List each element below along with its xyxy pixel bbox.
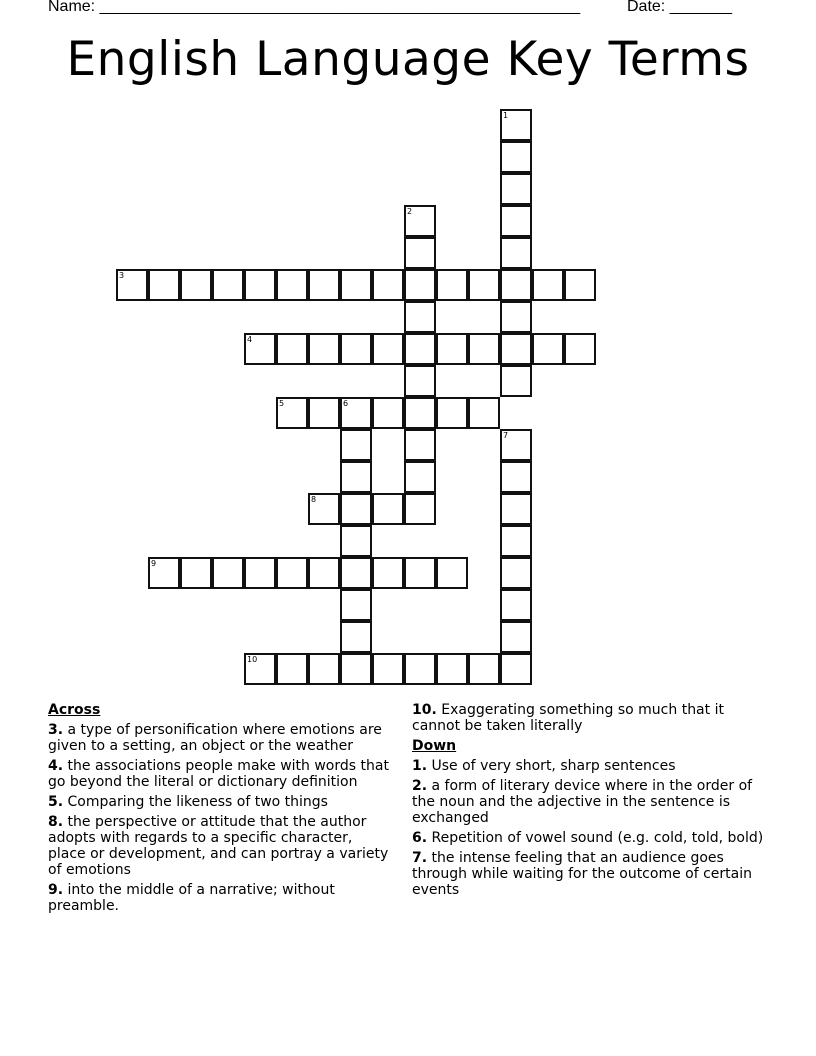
clue-number: 9. bbox=[48, 882, 64, 898]
clue-number: 1. bbox=[412, 758, 428, 774]
clue-down-6 bbox=[412, 830, 767, 846]
grid-cell[interactable] bbox=[500, 141, 532, 173]
grid-cell[interactable] bbox=[148, 557, 180, 589]
clue-across-5 bbox=[48, 794, 393, 810]
clue-number: 10. bbox=[412, 702, 437, 718]
grid-cell[interactable] bbox=[340, 589, 372, 621]
clue-down-7 bbox=[412, 850, 767, 898]
clue-across-8 bbox=[48, 814, 393, 878]
grid-cell[interactable] bbox=[436, 557, 468, 589]
page-title: English Language Key Terms bbox=[66, 32, 750, 87]
grid-cell[interactable] bbox=[372, 397, 404, 429]
clue-text: Repetition of vowel sound (e.g. cold, told, bold) bbox=[431, 830, 764, 846]
grid-cell[interactable] bbox=[340, 461, 372, 493]
grid-cell[interactable] bbox=[500, 589, 532, 621]
clue-text: a type of personification where emotions are given to a setting, an object or the weather bbox=[48, 722, 382, 754]
clue-text: the perspective or attitude that the author adopts with regards to a specific character, place or development, and can portray a variety of emotions bbox=[48, 814, 389, 878]
grid-cell[interactable] bbox=[340, 397, 372, 429]
grid-cell[interactable] bbox=[276, 333, 308, 365]
grid-cell[interactable] bbox=[404, 653, 436, 685]
clue-number: 3. bbox=[48, 722, 64, 738]
cell-number: 3 bbox=[119, 271, 125, 280]
grid-cell[interactable] bbox=[308, 397, 340, 429]
grid-cell[interactable] bbox=[244, 557, 276, 589]
grid-cell[interactable] bbox=[340, 429, 372, 461]
grid-cell[interactable] bbox=[404, 493, 436, 525]
clue-number: 5. bbox=[48, 794, 64, 810]
clue-across-10 bbox=[412, 702, 767, 734]
clue-number: 6. bbox=[412, 830, 428, 846]
grid-cell[interactable] bbox=[212, 557, 244, 589]
grid-cell[interactable] bbox=[276, 397, 308, 429]
grid-cell[interactable] bbox=[500, 269, 532, 301]
grid-cell[interactable] bbox=[436, 653, 468, 685]
grid-cell[interactable] bbox=[340, 525, 372, 557]
grid-cell[interactable] bbox=[180, 269, 212, 301]
date-field-label: Date: _______ bbox=[627, 0, 732, 15]
grid-cell[interactable] bbox=[468, 653, 500, 685]
grid-cell[interactable] bbox=[532, 269, 564, 301]
grid-cell[interactable] bbox=[308, 653, 340, 685]
name-field-label: Name: ______________________________________________________ bbox=[48, 0, 581, 15]
clue-text: into the middle of a narrative; without preamble. bbox=[48, 882, 335, 914]
grid-cell[interactable] bbox=[404, 461, 436, 493]
grid-cell[interactable] bbox=[500, 173, 532, 205]
grid-cell[interactable] bbox=[340, 653, 372, 685]
grid-cell[interactable] bbox=[404, 301, 436, 333]
grid-cell[interactable] bbox=[500, 493, 532, 525]
grid-cell[interactable] bbox=[212, 269, 244, 301]
grid-cell[interactable] bbox=[532, 333, 564, 365]
grid-cell[interactable] bbox=[500, 461, 532, 493]
clue-number: 7. bbox=[412, 850, 428, 866]
grid-cell[interactable] bbox=[436, 333, 468, 365]
grid-cell[interactable] bbox=[500, 525, 532, 557]
grid-cell[interactable] bbox=[308, 493, 340, 525]
grid-cell[interactable] bbox=[404, 429, 436, 461]
cell-number: 2 bbox=[407, 207, 413, 216]
grid-cell[interactable] bbox=[500, 557, 532, 589]
cell-number: 4 bbox=[247, 335, 253, 344]
grid-cell[interactable] bbox=[564, 333, 596, 365]
grid-cell[interactable] bbox=[404, 269, 436, 301]
grid-cell[interactable] bbox=[340, 493, 372, 525]
cell-number: 7 bbox=[503, 431, 509, 440]
grid-cell[interactable] bbox=[340, 621, 372, 653]
cell-number: 8 bbox=[311, 495, 317, 504]
clue-text: Comparing the likeness of two things bbox=[67, 794, 328, 810]
grid-cell[interactable] bbox=[372, 493, 404, 525]
grid-cell[interactable] bbox=[564, 269, 596, 301]
cell-number: 9 bbox=[151, 559, 157, 568]
grid-cell[interactable] bbox=[500, 109, 532, 141]
grid-cell[interactable] bbox=[436, 269, 468, 301]
grid-cell[interactable] bbox=[148, 269, 180, 301]
grid-cell[interactable] bbox=[500, 621, 532, 653]
cell-number: 5 bbox=[279, 399, 285, 408]
grid-cell[interactable] bbox=[340, 269, 372, 301]
grid-cell[interactable] bbox=[404, 365, 436, 397]
grid-cell[interactable] bbox=[404, 397, 436, 429]
grid-cell[interactable] bbox=[468, 333, 500, 365]
grid-cell[interactable] bbox=[340, 557, 372, 589]
grid-cell[interactable] bbox=[468, 397, 500, 429]
grid-cell[interactable] bbox=[180, 557, 212, 589]
grid-cell[interactable] bbox=[500, 653, 532, 685]
grid-cell[interactable] bbox=[404, 237, 436, 269]
clue-down-1 bbox=[412, 758, 767, 774]
clue-across-9 bbox=[48, 882, 393, 914]
grid-cell[interactable] bbox=[340, 333, 372, 365]
grid-cell[interactable] bbox=[404, 333, 436, 365]
cell-number: 10 bbox=[247, 655, 258, 664]
grid-cell[interactable] bbox=[372, 269, 404, 301]
clue-text: Use of very short, sharp sentences bbox=[431, 758, 676, 774]
grid-cell[interactable] bbox=[276, 557, 308, 589]
grid-cell[interactable] bbox=[500, 237, 532, 269]
grid-cell[interactable] bbox=[404, 205, 436, 237]
clues-right-column bbox=[412, 702, 767, 902]
grid-cell[interactable] bbox=[308, 269, 340, 301]
grid-cell[interactable] bbox=[244, 653, 276, 685]
clue-text: the associations people make with words that go beyond the literal or dictionary definition bbox=[48, 758, 389, 790]
grid-cell[interactable] bbox=[276, 269, 308, 301]
grid-cell[interactable] bbox=[500, 429, 532, 461]
grid-cell[interactable] bbox=[308, 333, 340, 365]
cell-number: 1 bbox=[503, 111, 509, 120]
down-heading: Down bbox=[412, 738, 457, 754]
clue-text: Exaggerating something so much that it cannot be taken literally bbox=[412, 702, 724, 734]
grid-cell[interactable] bbox=[308, 557, 340, 589]
grid-cell[interactable] bbox=[468, 269, 500, 301]
grid-cell[interactable] bbox=[404, 557, 436, 589]
grid-cell[interactable] bbox=[244, 333, 276, 365]
clue-across-4 bbox=[48, 758, 393, 790]
grid-cell[interactable] bbox=[500, 301, 532, 333]
grid-cell[interactable] bbox=[372, 333, 404, 365]
cell-number: 6 bbox=[343, 399, 349, 408]
grid-cell[interactable] bbox=[372, 653, 404, 685]
grid-cell[interactable] bbox=[276, 653, 308, 685]
clue-down-2 bbox=[412, 778, 767, 826]
clue-text: a form of literary device where in the order of the noun and the adjective in the sentence is exchanged bbox=[412, 778, 753, 826]
clue-number: 8. bbox=[48, 814, 64, 830]
clues-left-column bbox=[48, 702, 393, 918]
grid-cell[interactable] bbox=[116, 269, 148, 301]
grid-cell[interactable] bbox=[244, 269, 276, 301]
clue-text: the intense feeling that an audience goes through while waiting for the outcome of certain events bbox=[412, 850, 752, 898]
grid-cell[interactable] bbox=[436, 397, 468, 429]
grid-cell[interactable] bbox=[372, 557, 404, 589]
grid-cell[interactable] bbox=[500, 205, 532, 237]
grid-cell[interactable] bbox=[500, 365, 532, 397]
clue-number: 4. bbox=[48, 758, 64, 774]
grid-cell[interactable] bbox=[500, 333, 532, 365]
across-heading: Across bbox=[48, 702, 101, 718]
clue-across-3 bbox=[48, 722, 393, 754]
clue-number: 2. bbox=[412, 778, 428, 794]
